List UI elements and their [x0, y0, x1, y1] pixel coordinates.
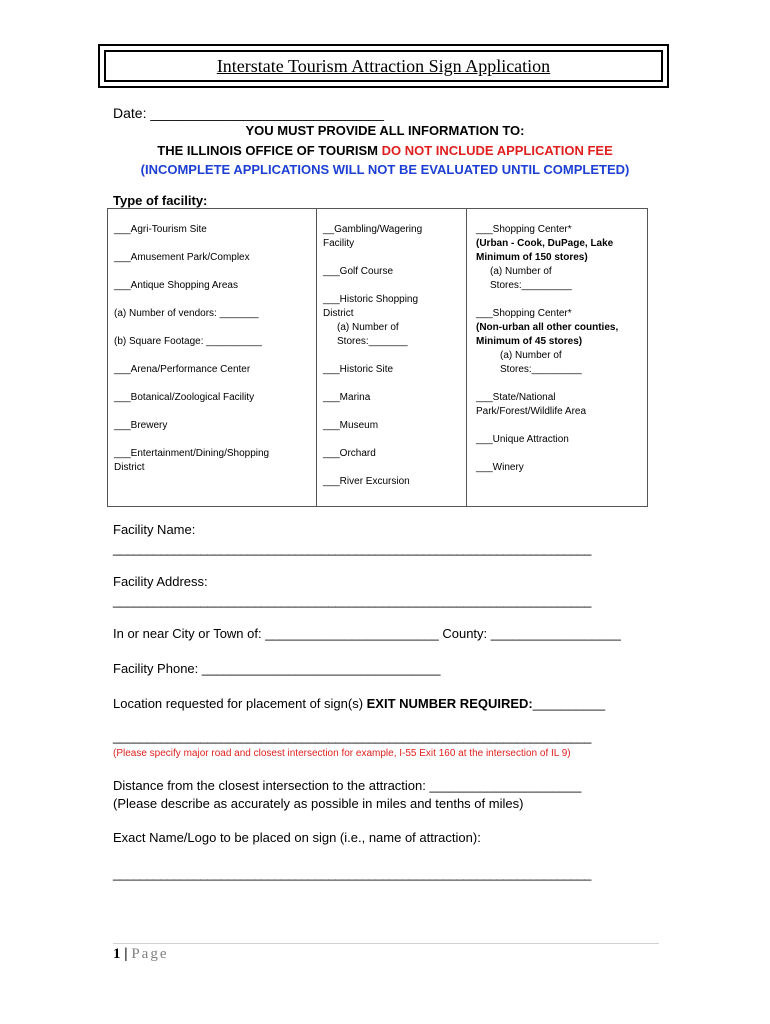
- facility-type-option[interactable]: ___River Excursion: [323, 476, 410, 487]
- facility-type-option[interactable]: ___Unique Attraction: [476, 434, 569, 445]
- footer-divider: [113, 943, 659, 944]
- facility-type-column-3: [467, 209, 647, 506]
- exact-name-field[interactable]: _______________________________________________________________________: [113, 866, 591, 881]
- sign-location-label: Location requested for placement of sign(s): [113, 696, 367, 711]
- page-footer: [113, 946, 168, 963]
- vendors-count-field[interactable]: (a) Number of vendors: _______: [114, 308, 259, 319]
- distance-note: (Please describe as accurately as possible in miles and tenths of miles): [113, 796, 524, 811]
- facility-type-column-2: [317, 209, 467, 506]
- title-box: [98, 44, 669, 88]
- facility-phone-field[interactable]: Facility Phone: _________________________________: [113, 661, 441, 676]
- page-number: 1: [113, 946, 121, 962]
- page-separator: |: [120, 946, 132, 962]
- instruction-line-2: [100, 143, 670, 158]
- distance-field[interactable]: Distance from the closest intersection to the attraction: _____________________: [113, 778, 582, 793]
- exact-name-label: Exact Name/Logo to be placed on sign (i.e., name of attraction):: [113, 830, 481, 845]
- sign-location-line[interactable]: _______________________________________________________________________: [113, 729, 591, 744]
- sign-location-blank[interactable]: __________: [532, 696, 606, 711]
- type-of-facility-label: Type of facility:: [113, 193, 208, 208]
- facility-type-option[interactable]: ___Marina: [323, 392, 371, 403]
- facility-type-option[interactable]: __Gambling/Wagering Facility: [323, 224, 423, 249]
- facility-type-option[interactable]: ___Winery: [476, 462, 524, 473]
- facility-type-option[interactable]: ___Shopping Center*: [476, 308, 572, 319]
- facility-address-field[interactable]: _______________________________________________________________________: [113, 593, 591, 608]
- facility-name-label: Facility Name:: [113, 522, 196, 537]
- instruction-office: THE ILLINOIS OFFICE OF TOURISM: [157, 143, 382, 158]
- page-word: Page: [131, 946, 169, 962]
- facility-type-option[interactable]: ___State/National Park/Forest/Wildlife Area: [476, 392, 587, 417]
- stores-count-field[interactable]: (a) Number of Stores:_________: [500, 350, 582, 375]
- facility-type-option[interactable]: ___Brewery: [114, 420, 168, 431]
- facility-type-option[interactable]: ___Agri-Tourism Site: [114, 224, 207, 235]
- facility-type-option[interactable]: ___Historic Shopping District: [323, 294, 419, 319]
- date-field[interactable]: Date: ______________________________: [113, 105, 384, 121]
- facility-address-label: Facility Address:: [113, 574, 208, 589]
- facility-type-option[interactable]: ___Orchard: [323, 448, 376, 459]
- facility-type-option[interactable]: ___Botanical/Zoological Facility: [114, 392, 255, 403]
- non-urban-criteria-note: (Non-urban all other counties, Minimum of 45 stores): [476, 322, 619, 347]
- facility-type-option[interactable]: ___Arena/Performance Center: [114, 364, 251, 375]
- facility-type-table: [107, 208, 648, 507]
- facility-type-option[interactable]: ___Amusement Park/Complex: [114, 252, 250, 263]
- instruction-fee-warning: DO NOT INCLUDE APPLICATION FEE: [381, 143, 613, 158]
- facility-type-option[interactable]: ___Museum: [323, 420, 379, 431]
- facility-type-option[interactable]: ___Antique Shopping Areas: [114, 280, 238, 291]
- instruction-line-3: (INCOMPLETE APPLICATIONS WILL NOT BE EVALUATED UNTIL COMPLETED): [140, 162, 630, 177]
- square-footage-field[interactable]: (b) Square Footage: __________: [114, 336, 262, 347]
- facility-type-option[interactable]: ___Shopping Center*: [476, 224, 572, 235]
- stores-count-field[interactable]: (a) Number of Stores:_________: [490, 266, 572, 291]
- facility-name-field[interactable]: _______________________________________________________________________: [113, 541, 591, 556]
- facility-type-column-1: [108, 209, 317, 506]
- facility-type-option[interactable]: ___Entertainment/Dining/Shopping District: [114, 448, 270, 473]
- stores-count-field[interactable]: (a) Number of Stores:_______: [337, 322, 408, 347]
- facility-type-option[interactable]: ___Historic Site: [323, 364, 394, 375]
- title-box-inner: [104, 50, 663, 82]
- urban-criteria-note: (Urban - Cook, DuPage, Lake Minimum of 150 stores): [476, 238, 614, 263]
- facility-type-option[interactable]: ___Golf Course: [323, 266, 394, 277]
- exit-number-required: EXIT NUMBER REQUIRED:: [366, 696, 533, 711]
- sign-location-example: (Please specify major road and closest intersection for example, I-55 Exit 160 at the intersection of IL 9): [113, 748, 571, 759]
- instruction-line-1: YOU MUST PROVIDE ALL INFORMATION TO:: [245, 123, 525, 138]
- city-county-field[interactable]: In or near City or Town of: ________________________ County: __________________: [113, 626, 621, 641]
- sign-location-field[interactable]: [113, 696, 605, 711]
- page-title: Interstate Tourism Attraction Sign Application: [216, 56, 551, 76]
